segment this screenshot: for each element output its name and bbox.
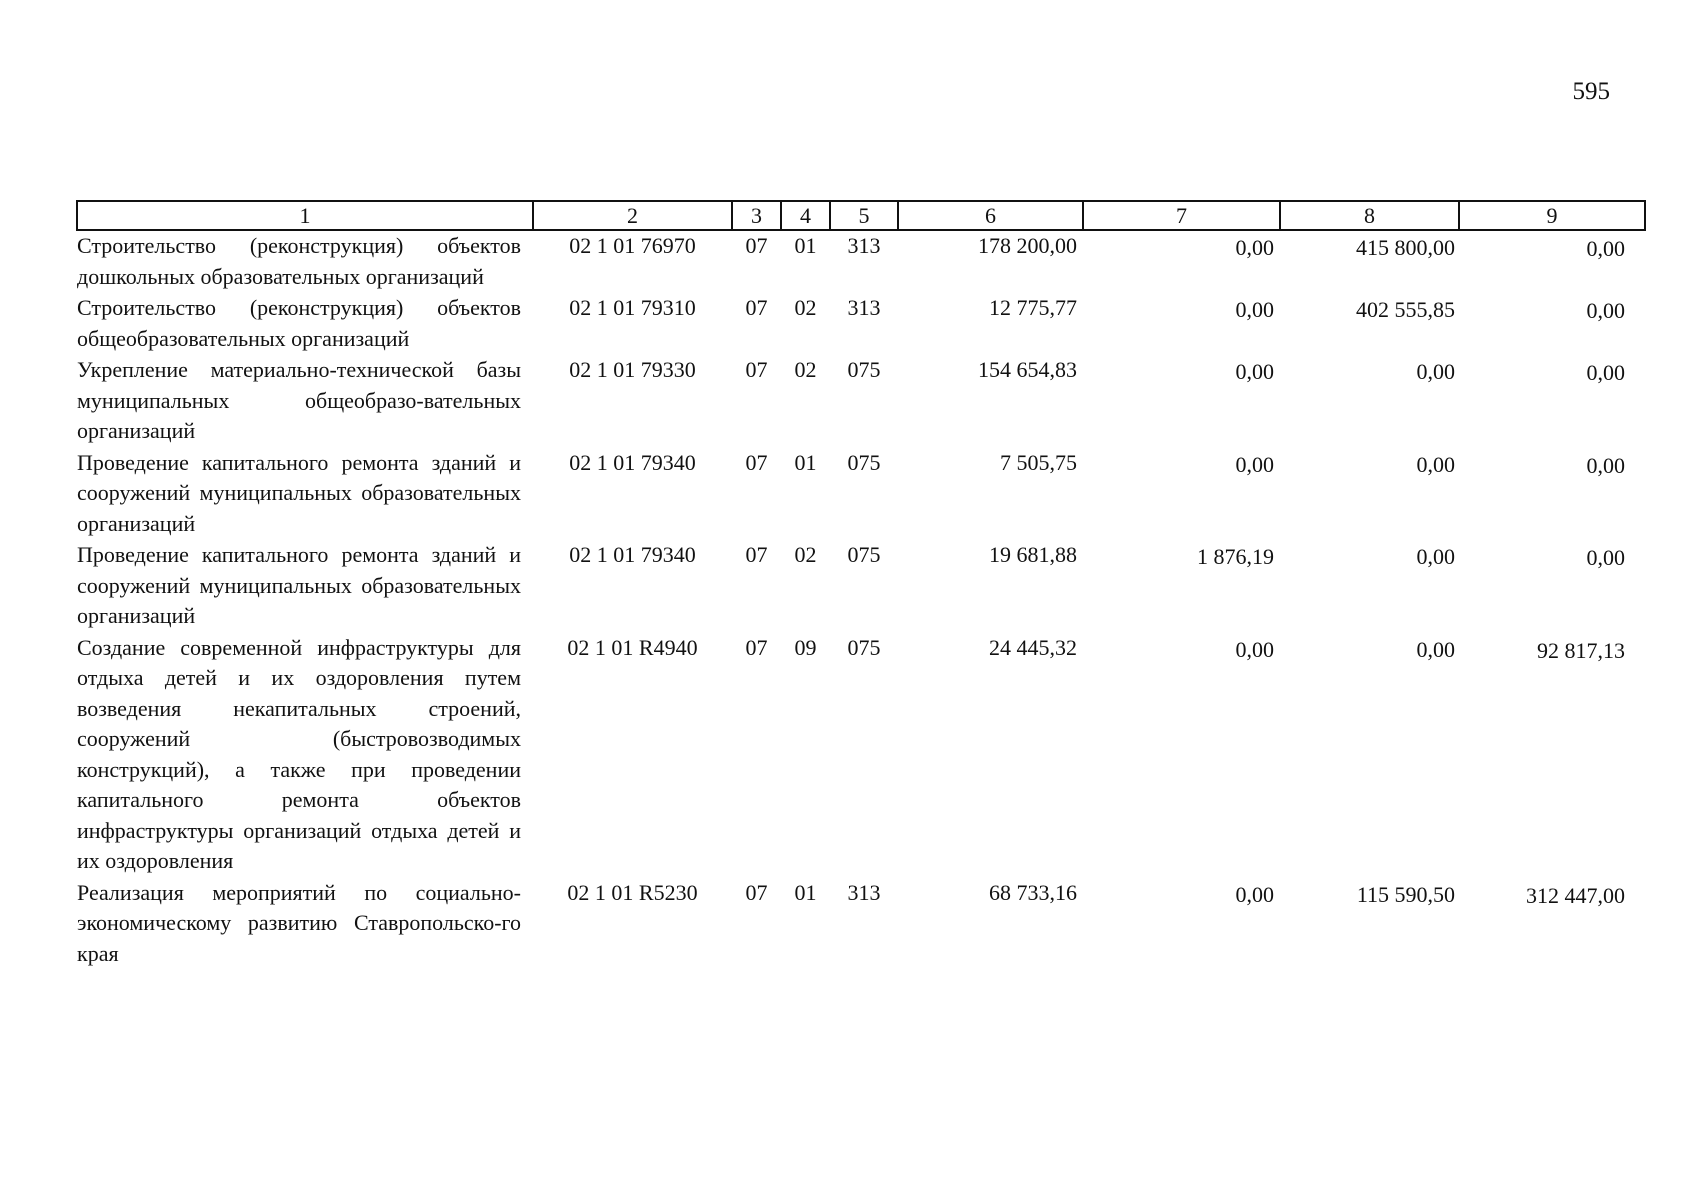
row-value-8: 0,00 (1416, 359, 1455, 384)
column-header-2: 2 (533, 201, 732, 230)
row-expense-type: 313 (847, 233, 881, 258)
row-value-9: 0,00 (1586, 452, 1625, 478)
table-header (77, 201, 1645, 230)
row-code: 02 1 01 R4940 (567, 634, 698, 660)
row-section: 07 (745, 449, 768, 475)
row-subsection: 02 (794, 295, 817, 320)
row-value-8: 0,00 (1416, 544, 1455, 569)
budget-table (76, 200, 1646, 970)
row-name: Строительство (реконструкция) объектов дошкольных образовательных организаций (77, 233, 521, 289)
row-name: Строительство (реконструкция) объектов общеобразовательных организаций (77, 295, 521, 351)
row-subsection: 01 (794, 449, 817, 475)
row-name: Укрепление материально-технической базы муниципальных общеобразо-вательных организаций (77, 357, 521, 443)
row-value-6: 68 733,16 (989, 879, 1077, 905)
row-name: Создание современной инфраструктуры для отдыха детей и их оздоровления путем возведения некапитальных строений, сооружений (быстровозводимых конструкций), а также при проведении капитального ремонта объектов инфраструктуры организаций отдыха детей и их оздоровления (77, 634, 521, 873)
table-row (77, 540, 1645, 633)
column-header-9: 9 (1459, 201, 1645, 230)
row-value-6: 154 654,83 (978, 357, 1077, 382)
row-section: 07 (745, 542, 768, 567)
page-number: 595 (1572, 78, 1610, 105)
row-code: 02 1 01 R5230 (567, 879, 698, 905)
row-code: 02 1 01 79310 (569, 295, 696, 320)
table-row (77, 448, 1645, 541)
column-header-6: 6 (898, 201, 1083, 230)
row-value-9: 312 447,00 (1526, 882, 1625, 908)
row-value-9: 0,00 (1586, 360, 1625, 385)
row-expense-type: 075 (847, 542, 881, 567)
row-value-7: 0,00 (1235, 297, 1274, 322)
row-code: 02 1 01 79340 (569, 449, 696, 475)
column-header-3: 3 (732, 201, 781, 230)
row-subsection: 01 (794, 233, 817, 258)
row-value-7: 0,00 (1235, 235, 1274, 260)
row-section: 07 (745, 879, 768, 905)
row-value-7: 1 876,19 (1197, 544, 1274, 569)
row-subsection: 02 (794, 357, 817, 382)
header-row (77, 201, 1645, 230)
row-name: Реализация мероприятий по социально-экономическому развитию Ставропольско-го края (77, 879, 521, 966)
row-name: Проведение капитального ремонта зданий и сооружений муниципальных образовательных организаций (77, 542, 521, 628)
row-value-9: 92 817,13 (1537, 637, 1625, 663)
column-header-4: 4 (781, 201, 830, 230)
row-value-6: 178 200,00 (978, 233, 1077, 258)
row-value-8: 415 800,00 (1356, 235, 1455, 260)
row-value-6: 7 505,75 (1000, 449, 1077, 475)
row-name: Проведение капитального ремонта зданий и сооружений муниципальных образовательных организаций (77, 449, 521, 536)
table-body (77, 230, 1645, 970)
table-row (77, 878, 1645, 971)
column-header-8: 8 (1280, 201, 1459, 230)
row-section: 07 (745, 634, 768, 660)
row-value-9: 0,00 (1586, 236, 1625, 261)
row-subsection: 09 (794, 634, 817, 660)
table-row (77, 230, 1645, 293)
table-row (77, 633, 1645, 878)
row-value-8: 0,00 (1416, 451, 1455, 477)
column-header-7: 7 (1083, 201, 1280, 230)
row-expense-type: 313 (847, 295, 881, 320)
row-value-7: 0,00 (1235, 451, 1274, 477)
row-value-6: 19 681,88 (989, 542, 1077, 567)
row-value-8: 115 590,50 (1356, 881, 1455, 907)
row-value-8: 402 555,85 (1356, 297, 1455, 322)
row-code: 02 1 01 79330 (569, 357, 696, 382)
row-subsection: 02 (794, 542, 817, 567)
row-value-9: 0,00 (1586, 545, 1625, 570)
row-code: 02 1 01 76970 (569, 233, 696, 258)
row-value-7: 0,00 (1235, 881, 1274, 907)
column-header-1: 1 (77, 201, 533, 230)
row-section: 07 (745, 357, 768, 382)
row-expense-type: 075 (847, 449, 881, 475)
row-value-6: 24 445,32 (989, 634, 1077, 660)
row-expense-type: 075 (847, 357, 881, 382)
row-value-7: 0,00 (1235, 359, 1274, 384)
table-row (77, 355, 1645, 448)
row-value-9: 0,00 (1586, 298, 1625, 323)
row-value-6: 12 775,77 (989, 295, 1077, 320)
table-row (77, 293, 1645, 355)
row-expense-type: 075 (847, 634, 881, 660)
column-header-5: 5 (830, 201, 898, 230)
row-value-7: 0,00 (1235, 636, 1274, 662)
row-section: 07 (745, 233, 768, 258)
row-section: 07 (745, 295, 768, 320)
row-code: 02 1 01 79340 (569, 542, 696, 567)
row-expense-type: 313 (847, 879, 881, 905)
row-subsection: 01 (794, 879, 817, 905)
row-value-8: 0,00 (1416, 636, 1455, 662)
